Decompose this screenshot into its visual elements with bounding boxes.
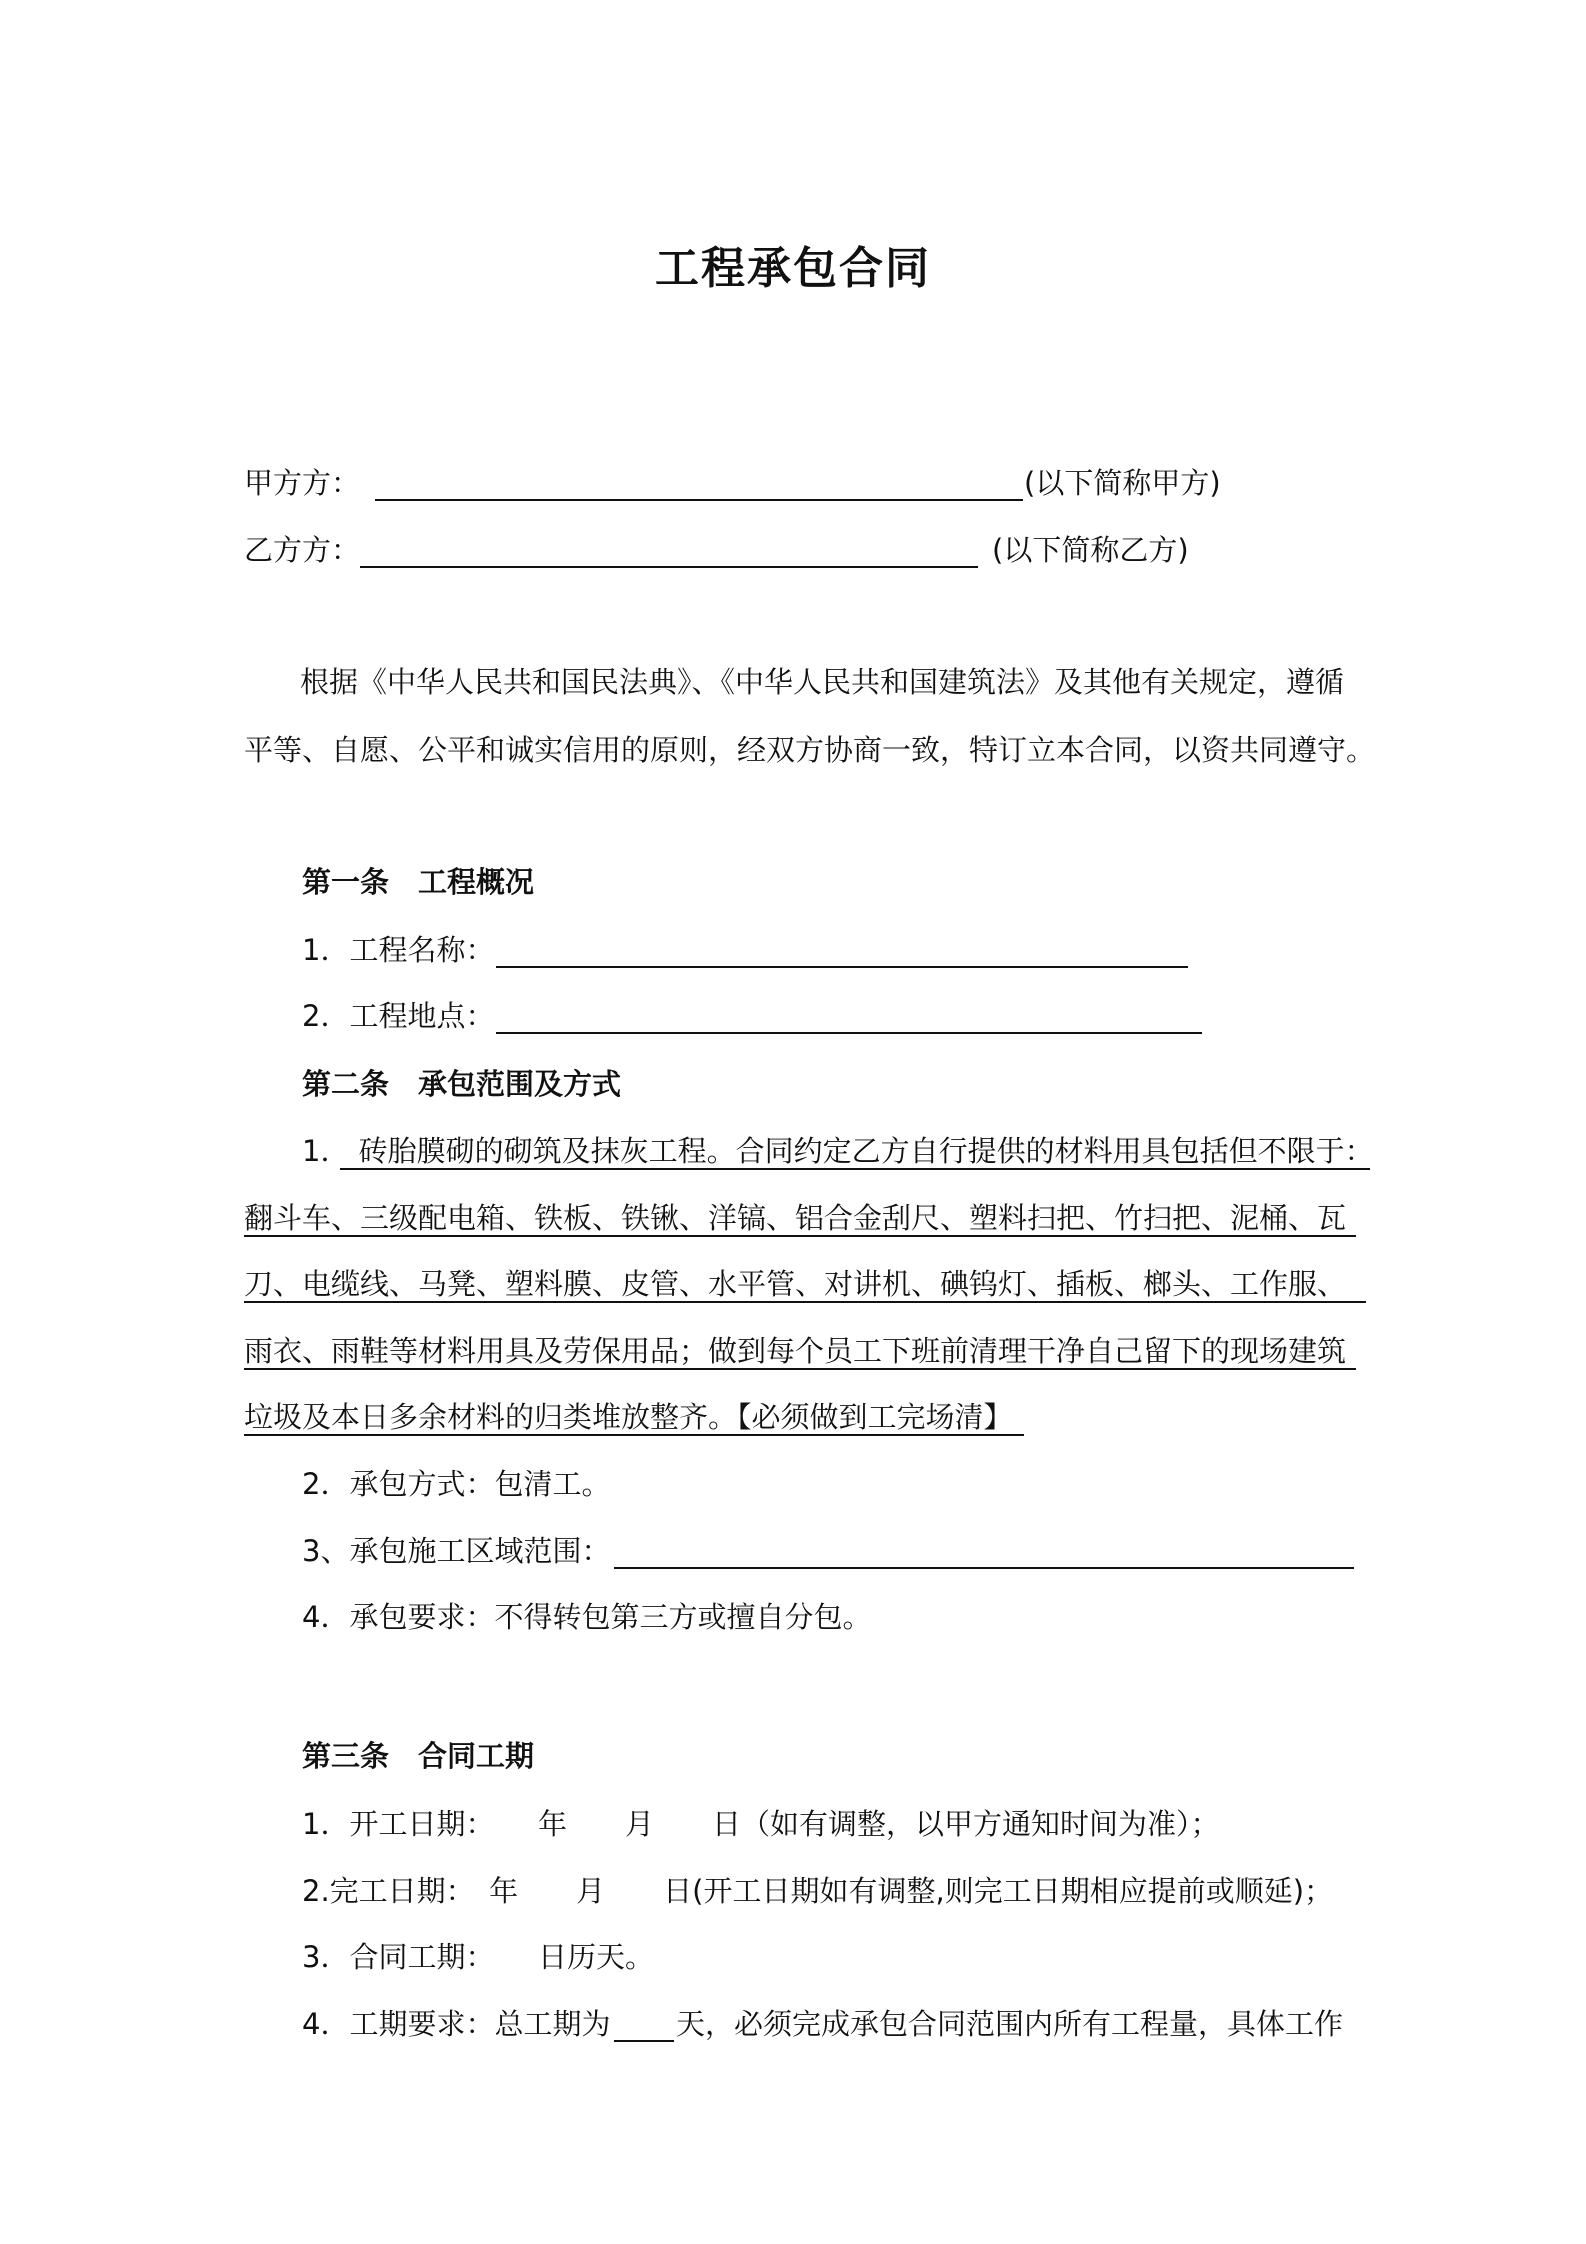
article-1-heading: 第一条 工程概况 [302,865,535,899]
article-2-heading: 第二条 承包范围及方式 [302,1067,622,1101]
party-b-label: 乙方方： [244,533,361,567]
project-location-blank[interactable] [496,1032,1202,1034]
party-a-suffix: (以下简称甲方) [1024,466,1221,500]
project-name-blank[interactable] [496,966,1188,968]
completion-date: 2.完工日期： 年 月 日(开工日期如有调整,则完工日期相应提前或顺延)； [302,1874,1334,1908]
scope-line-2: 翻斗车、三级配电箱、铁板、铁锹、洋镐、铝合金刮尺、塑料扫把、竹扫把、泥桶、瓦 [244,1201,1347,1235]
scope-underline-5 [244,1434,1024,1436]
construction-area-label: 3、承包施工区域范围： [302,1534,611,1568]
party-a-label: 甲方方： [244,466,361,500]
duration-requirement-prefix: 4．工期要求：总工期为 [302,2007,611,2041]
construction-area-blank[interactable] [614,1567,1354,1569]
preamble-line-1: 根据《中华人民共和国民法典》、《中华人民共和国建筑法》及其他有关规定，遵循 [300,665,1345,699]
start-date: 1．开工日期： 年 月 日（如有调整，以甲方通知时间为准）； [302,1807,1220,1841]
party-b-blank[interactable] [360,566,978,568]
project-location-label: 2．工程地点： [302,999,495,1033]
scope-underline-1 [340,1168,1370,1170]
scope-underline-3 [244,1301,1366,1303]
project-name-label: 1．工程名称： [302,933,495,967]
scope-underline-4 [244,1368,1356,1370]
article-3-heading: 第三条 合同工期 [302,1739,535,1773]
document-title: 工程承包合同 [655,243,931,294]
scope-line-5: 垃圾及本日多余材料的归类堆放整齐。【必须做到工完场清】 [244,1400,1013,1434]
scope-underline-2 [244,1235,1356,1237]
party-a-blank[interactable] [375,499,1023,501]
total-days-blank[interactable] [614,2040,674,2042]
scope-line-3: 刀、电缆线、马凳、塑料膜、皮管、水平管、对讲机、碘钨灯、插板、榔头、工作服、 [244,1267,1347,1301]
party-b-suffix: (以下简称乙方) [992,533,1189,567]
duration-requirement-suffix: 天，必须完成承包合同范围内所有工程量，具体工作 [676,2007,1344,2041]
contract-duration: 3．合同工期： 日历天。 [302,1940,654,1974]
scope-line-1: 1． 砖胎膜砌的砌筑及抹灰工程。合同约定乙方自行提供的材料用具包括但不限于： [302,1134,1374,1168]
preamble-line-2: 平等、自愿、公平和诚实信用的原则，经双方协商一致，特订立本合同，以资共同遵守。 [244,733,1376,767]
contract-method: 2．承包方式：包清工。 [302,1467,611,1501]
contract-requirement: 4．承包要求：不得转包第三方或擅自分包。 [302,1600,872,1634]
scope-line-4: 雨衣、雨鞋等材料用具及劳保用品；做到每个员工下班前清理干净自己留下的现场建筑 [244,1334,1347,1368]
